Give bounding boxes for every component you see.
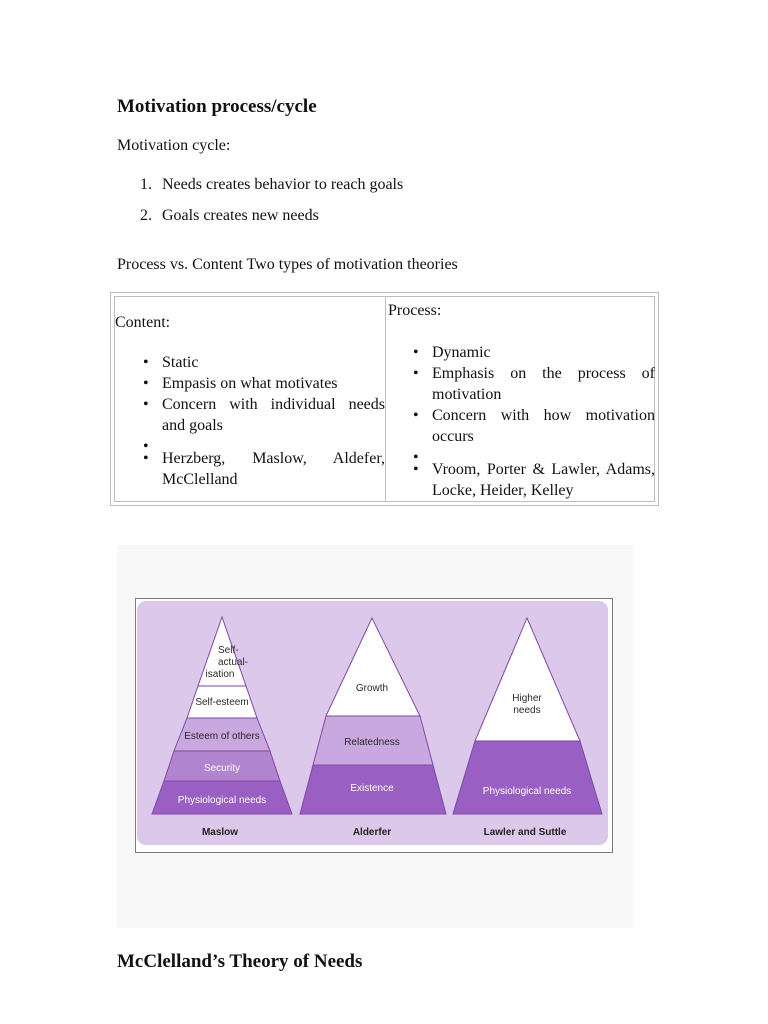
list-item-text: Needs creates behavior to reach goals	[162, 176, 404, 193]
list-number: 2.	[140, 207, 152, 224]
list-item: • Static	[139, 352, 385, 373]
section-heading-mcclelland: McClelland’s Theory of Needs	[117, 951, 363, 972]
lawler-tier-physiological	[453, 741, 602, 814]
list-item: • Herzberg, Maslow, Aldefer, McClelland	[139, 448, 385, 490]
table-cell-content	[114, 296, 386, 502]
list-item-text: Goals creates new needs	[162, 207, 319, 224]
motivation-cycle-label: Motivation cycle:	[117, 137, 231, 154]
content-bullet-list	[139, 352, 385, 490]
process-bullet-list	[409, 342, 655, 501]
process-title: Process:	[388, 302, 442, 319]
list-item: • Concern with how motivation occurs	[409, 405, 655, 447]
alderfer-label-growth: Growth	[355, 683, 389, 694]
content-title: Content:	[115, 314, 171, 331]
list-item: • Empasis on what motivates	[139, 373, 385, 394]
list-item	[140, 176, 403, 207]
comparison-table	[110, 292, 659, 506]
section-heading-motivation-process: Motivation process/cycle	[117, 96, 317, 117]
list-item: • Emphasis on the process of motivation	[409, 363, 655, 405]
lawler-caption: Lawler and Suttle	[483, 827, 567, 838]
maslow-label-self-esteem: Self-esteem	[195, 697, 249, 708]
list-item	[140, 207, 403, 238]
maslow-label-self-2: actual-	[218, 657, 249, 668]
maslow-caption: Maslow	[201, 827, 239, 838]
list-item: • Dynamic	[409, 342, 655, 363]
alderfer-label-existence: Existence	[350, 783, 394, 794]
maslow-label-self-3: isation	[205, 669, 235, 680]
list-spacer	[409, 447, 655, 459]
maslow-label-esteem-others: Esteem of others	[184, 731, 260, 742]
table-cell-process	[385, 296, 655, 502]
alderfer-caption: Alderfer	[352, 827, 392, 838]
motivation-cycle-list	[140, 176, 403, 238]
lawler-label-higher-1: Higher	[512, 693, 542, 704]
maslow-label-self-1: Self-	[218, 645, 239, 656]
maslow-label-physiological: Physiological needs	[177, 795, 267, 806]
lawler-label-higher-2: needs	[513, 705, 541, 716]
list-item: • Vroom, Porter & Lawler, Adams, Locke, Heider, Kelley	[409, 459, 655, 501]
needs-pyramids-figure	[135, 598, 613, 853]
list-spacer	[139, 436, 385, 448]
maslow-label-security: Security	[203, 763, 241, 774]
alderfer-label-relatedness: Relatedness	[344, 737, 400, 748]
list-item: • Concern with individual needs and goals	[139, 394, 385, 436]
list-number: 1.	[140, 176, 152, 193]
lawler-label-physiological: Physiological needs	[482, 786, 572, 797]
process-vs-content-line: Process vs. Content Two types of motivation theories	[117, 256, 458, 273]
